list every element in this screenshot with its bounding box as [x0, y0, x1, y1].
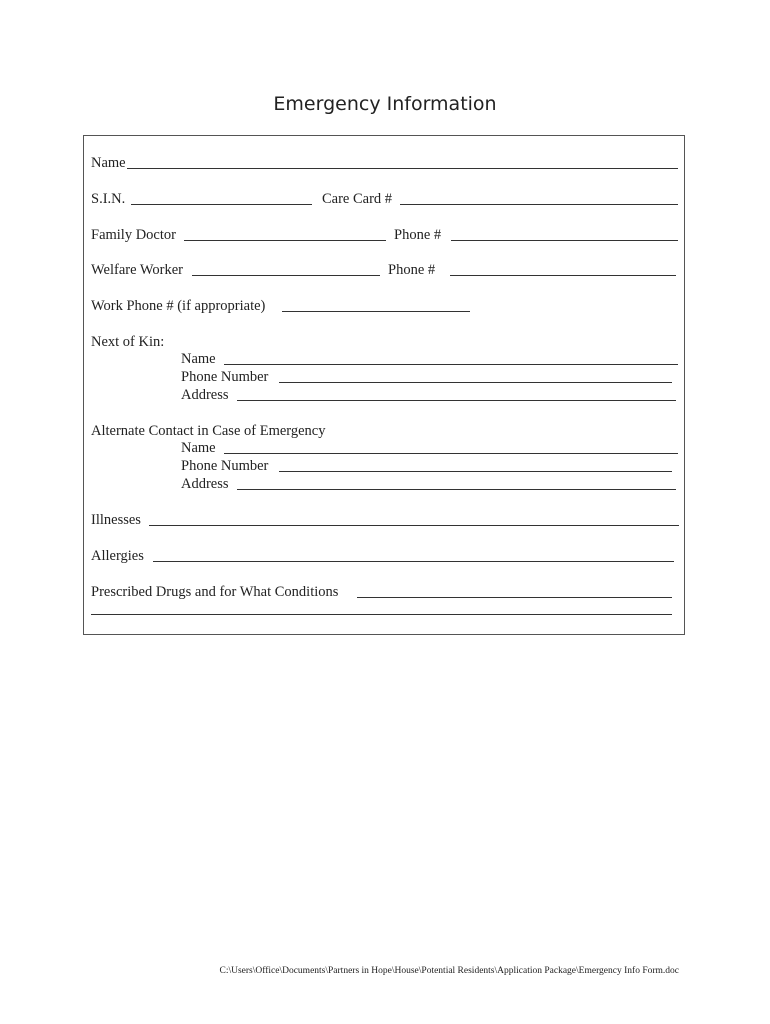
footer-file-path: C:\Users\Office\Documents\Partners in Hope\House\Potential Residents\Application Package\Emergency Info Form.doc [219, 966, 679, 976]
sin-line[interactable] [131, 204, 312, 205]
kin-phone-label: Phone Number [181, 369, 269, 385]
allergies-line[interactable] [153, 561, 674, 562]
welfare-phone-line[interactable] [450, 275, 676, 276]
alt-name-line[interactable] [224, 453, 678, 454]
care-card-line[interactable] [400, 204, 678, 205]
illnesses-line[interactable] [149, 525, 679, 526]
doctor-phone-label: Phone # [394, 227, 442, 243]
kin-address-line[interactable] [237, 400, 676, 401]
family-doctor-label: Family Doctor [91, 227, 176, 243]
next-of-kin-heading: Next of Kin: [91, 334, 165, 350]
work-phone-line[interactable] [282, 311, 470, 312]
doctor-phone-line[interactable] [451, 240, 678, 241]
alt-address-label: Address [181, 476, 229, 492]
welfare-phone-label: Phone # [388, 262, 436, 278]
prescribed-drugs-line[interactable] [357, 597, 672, 598]
kin-name-line[interactable] [224, 364, 678, 365]
welfare-worker-line[interactable] [192, 275, 380, 276]
page-title: Emergency Information [273, 93, 497, 115]
alt-phone-line[interactable] [279, 471, 672, 472]
sin-label: S.I.N. [91, 191, 126, 207]
alternate-contact-heading: Alternate Contact in Case of Emergency [91, 423, 326, 439]
form-box [83, 135, 685, 635]
kin-address-label: Address [181, 387, 229, 403]
prescribed-drugs-label: Prescribed Drugs and for What Conditions [91, 584, 339, 600]
name-line[interactable] [127, 168, 678, 169]
prescribed-drugs-line-2[interactable] [91, 614, 672, 615]
family-doctor-line[interactable] [184, 240, 386, 241]
name-label: Name [91, 155, 126, 171]
welfare-worker-label: Welfare Worker [91, 262, 183, 278]
work-phone-label: Work Phone # (if appropriate) [91, 298, 266, 314]
alt-phone-label: Phone Number [181, 458, 269, 474]
allergies-label: Allergies [91, 548, 144, 564]
illnesses-label: Illnesses [91, 512, 141, 528]
alt-address-line[interactable] [237, 489, 676, 490]
care-card-label: Care Card # [322, 191, 393, 207]
kin-phone-line[interactable] [279, 382, 672, 383]
kin-name-label: Name [181, 351, 216, 367]
alt-name-label: Name [181, 440, 216, 456]
